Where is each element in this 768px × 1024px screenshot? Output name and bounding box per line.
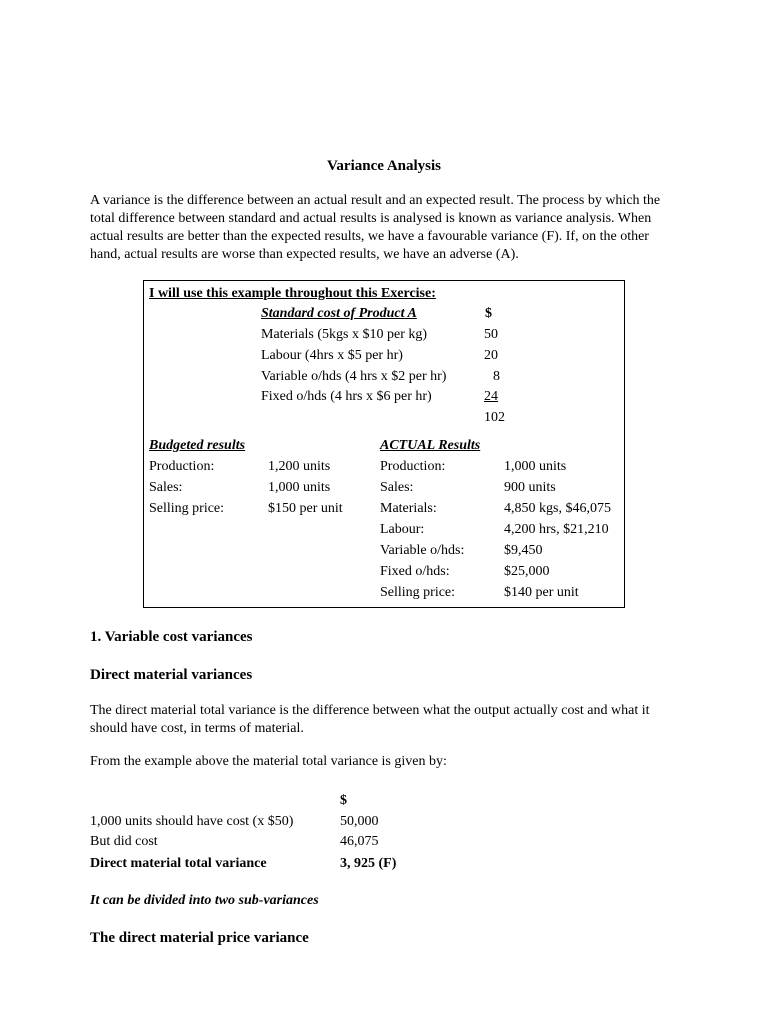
calc-row-label: Direct material total variance: [90, 856, 267, 871]
actual-row-value: 1,000 units: [504, 459, 567, 474]
actual-row-label: Variable o/hds:: [380, 543, 465, 558]
standard-cost-row-label: Variable o/hds (4 hrs x $2 per hr): [261, 369, 447, 384]
actual-row-value: 900 units: [504, 480, 556, 495]
budgeted-row-label: Sales:: [149, 480, 183, 495]
budgeted-heading: Budgeted results: [149, 438, 246, 453]
actual-row-value: 4,200 hrs, $21,210: [504, 522, 609, 537]
actual-row-label: Sales:: [380, 480, 414, 495]
standard-cost-row-label: Labour (4hrs x $5 per hr): [261, 348, 403, 363]
actual-row-label: Selling price:: [380, 585, 456, 600]
calc-row-label: But did cost: [90, 834, 158, 849]
standard-cost-row-value: 8: [493, 369, 500, 384]
standard-cost-row-value: 20: [484, 348, 498, 363]
actual-row-label: Fixed o/hds:: [380, 564, 450, 579]
actual-row-value: $25,000: [504, 564, 550, 579]
subsection-heading: The direct material price variance: [90, 930, 309, 946]
note: It can be divided into two sub-variances: [90, 893, 319, 908]
actual-row-value: $9,450: [504, 543, 543, 558]
example-heading: I will use this example throughout this Exercise:: [149, 286, 436, 301]
calc-row-value: 46,075: [340, 834, 379, 849]
budgeted-row-value: 1,000 units: [268, 480, 331, 495]
calc-row-value: 3, 925 (F): [340, 856, 397, 871]
standard-cost-total: 102: [484, 410, 505, 425]
paragraph: From the example above the material total variance is given by:: [90, 754, 447, 769]
paragraph: The direct material total variance is the difference between what the output actually cost and what it should have cost, in terms of material.: [90, 703, 650, 736]
standard-cost-heading: Standard cost of Product A: [261, 306, 417, 321]
budgeted-row-label: Production:: [149, 459, 215, 474]
subsection-heading: Direct material variances: [90, 667, 253, 683]
page-title: Variance Analysis: [326, 158, 442, 174]
budgeted-row-value: 1,200 units: [268, 459, 331, 474]
standard-cost-row-label: Fixed o/hds (4 hrs x $6 per hr): [261, 389, 432, 404]
calc-currency: $: [340, 793, 347, 808]
actual-row-value: $140 per unit: [504, 585, 579, 600]
standard-cost-row-value: 50: [484, 327, 498, 342]
standard-cost-currency: $: [485, 306, 492, 321]
section-heading: 1. Variable cost variances: [90, 629, 253, 645]
actual-row-value: 4,850 kgs, $46,075: [504, 501, 611, 516]
calc-row-value: 50,000: [340, 814, 379, 829]
calc-row-label: 1,000 units should have cost (x $50): [90, 814, 294, 829]
intro-paragraph: A variance is the difference between an actual result and an expected result. The process by which the total difference between standard and actual results is analysed is known as variance analysis. When actual results are better than the expected results, we have a favourable variance (F). If, on the other hand, actual results are worse than expected results, we have an adverse (A).: [90, 193, 661, 262]
standard-cost-row-value: 24: [484, 389, 498, 404]
actual-row-label: Labour:: [380, 522, 425, 537]
budgeted-row-label: Selling price:: [149, 501, 225, 516]
actual-row-label: Materials:: [380, 501, 437, 516]
budgeted-row-value: $150 per unit: [268, 501, 343, 516]
standard-cost-row-label: Materials (5kgs x $10 per kg): [261, 327, 428, 342]
actual-heading: ACTUAL Results: [380, 438, 481, 453]
actual-row-label: Production:: [380, 459, 446, 474]
